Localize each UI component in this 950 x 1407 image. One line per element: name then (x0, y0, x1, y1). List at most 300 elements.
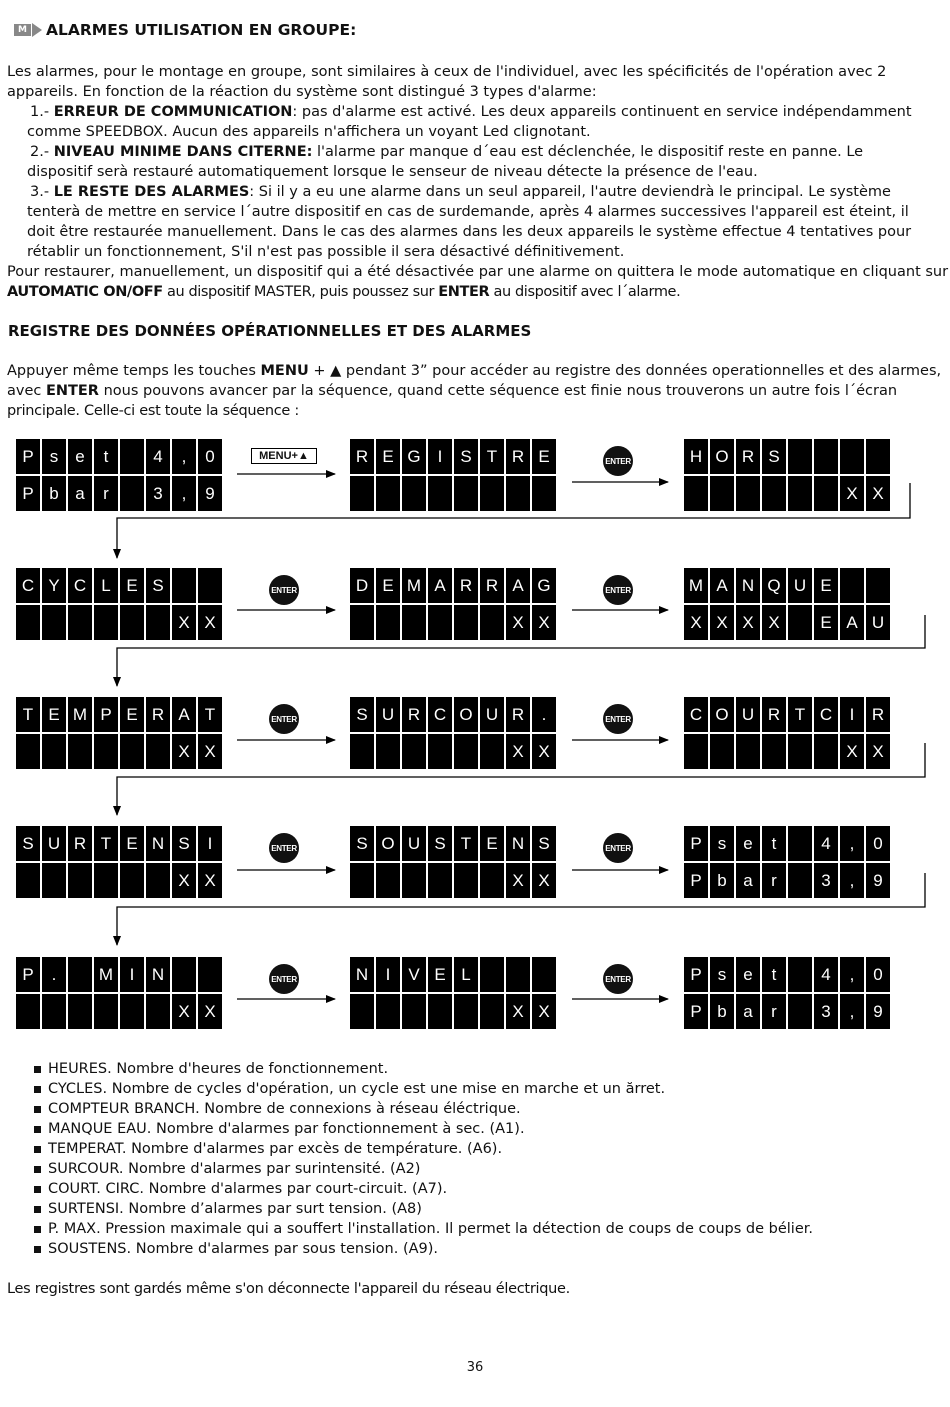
lcd-cell: G (402, 439, 426, 474)
lcd-row-1 (350, 568, 558, 603)
lcd-cell: C (68, 568, 92, 603)
lcd-cell: 9 (866, 994, 890, 1029)
section-title-text: ALARMES UTILISATION EN GROUPE: (45, 21, 357, 39)
lcd-cell: S (454, 439, 478, 474)
lcd-cell: T (94, 826, 118, 861)
lcd-cell (16, 863, 40, 898)
lcd-cell: P (684, 863, 708, 898)
lcd-cell (94, 605, 118, 640)
lcd-cell: N (506, 826, 530, 861)
lcd-cell (146, 994, 170, 1029)
lcd-cell: T (198, 697, 222, 732)
lcd-cell (480, 476, 504, 511)
lcd-screen-10 (16, 826, 224, 898)
lcd-cell: 4 (814, 826, 838, 861)
lcd-row-1 (16, 439, 224, 474)
list-item: SOUSTENS. Nombre d'alarmes par sous tension. (A9). (34, 1239, 813, 1259)
lcd-cell: t (762, 957, 786, 992)
lcd-cell (454, 994, 478, 1029)
lcd-cell (146, 734, 170, 769)
lcd-cell: R (402, 697, 426, 732)
lcd-cell (68, 605, 92, 640)
lcd-row-1 (684, 957, 892, 992)
lcd-cell (506, 476, 530, 511)
lcd-cell: E (532, 439, 556, 474)
lcd-cell: r (762, 994, 786, 1029)
lcd-cell (480, 734, 504, 769)
lcd-screen-5 (350, 568, 558, 640)
lcd-row-2 (16, 476, 224, 511)
list-item: SURTENSI. Nombre d’alarmes par surt tension. (A8) (34, 1199, 813, 1219)
lcd-cell (428, 863, 452, 898)
enter-button-9: ENTER (603, 964, 633, 994)
lcd-cell (350, 863, 374, 898)
registre-line-1: Appuyer même temps les touches MENU + ▲ pendant 3” pour accéder au registre des données operationnelles et des alarmes, (7, 363, 942, 379)
lcd-cell (350, 734, 374, 769)
lcd-cell: A (428, 568, 452, 603)
lcd-cell: C (428, 697, 452, 732)
alarm-type-3: 3.- LE RESTE DES ALARMES: Si il y a eu une alarme dans un seul appareil, l'autre deviendrà le principal. Le système (30, 184, 891, 200)
lcd-cell: O (710, 439, 734, 474)
lcd-cell: , (840, 863, 864, 898)
lcd-cell (814, 476, 838, 511)
lcd-cell (506, 957, 530, 992)
lcd-cell: C (814, 697, 838, 732)
lcd-cell (42, 734, 66, 769)
lcd-cell (350, 994, 374, 1029)
lcd-cell (94, 863, 118, 898)
lcd-cell: 0 (866, 957, 890, 992)
list-item: HEURES. Nombre d'heures de fonctionnement. (34, 1059, 813, 1079)
lcd-cell: R (480, 568, 504, 603)
lcd-cell: E (120, 568, 144, 603)
intro-line-2: appareils. En fonction de la réaction du système sont distingué 3 types d'alarme: (7, 84, 597, 100)
lcd-cell (120, 605, 144, 640)
alarm-type-2: 2.- NIVEAU MINIME DANS CITERNE: l'alarme par manque d´eau est déclenchée, le dispositif reste en panne. Le (30, 144, 864, 160)
lcd-cell: E (814, 568, 838, 603)
lcd-cell: S (428, 826, 452, 861)
lcd-screen-11 (350, 826, 558, 898)
lcd-cell: Q (762, 568, 786, 603)
enter-button-4: ENTER (269, 704, 299, 734)
lcd-cell: I (840, 697, 864, 732)
lcd-cell: X (198, 863, 222, 898)
lcd-cell (454, 605, 478, 640)
lcd-cell: L (454, 957, 478, 992)
lcd-cell: R (506, 439, 530, 474)
lcd-cell: R (736, 439, 760, 474)
lcd-cell (402, 605, 426, 640)
lcd-cell: , (840, 826, 864, 861)
lcd-cell: A (172, 697, 196, 732)
lcd-cell: a (736, 863, 760, 898)
lcd-screen-1 (16, 439, 224, 511)
intro-line-1: Les alarmes, pour le montage en groupe, sont similaires à ceux de l'individuel, avec les spécificités de l'opération avec 2 (7, 64, 887, 80)
lcd-cell: X (532, 863, 556, 898)
alarm-type-1-cont: comme SPEEDBOX. Aucun des appareils n'affichera un voyant Led clignotant. (27, 124, 591, 140)
lcd-cell: P (94, 697, 118, 732)
lcd-cell (480, 863, 504, 898)
lcd-cell (710, 476, 734, 511)
lcd-cell (428, 605, 452, 640)
lcd-cell: X (198, 605, 222, 640)
lcd-cell: R (454, 568, 478, 603)
lcd-row-1 (684, 568, 892, 603)
lcd-cell: E (42, 697, 66, 732)
lcd-cell (788, 994, 812, 1029)
lcd-cell: s (710, 826, 734, 861)
lcd-cell (532, 957, 556, 992)
lcd-cell: E (480, 826, 504, 861)
lcd-cell: I (120, 957, 144, 992)
lcd-cell (198, 957, 222, 992)
lcd-cell: O (376, 826, 400, 861)
lcd-cell: P (684, 957, 708, 992)
registre-line-2: avec ENTER nous pouvons avancer par la séquence, quand cette séquence est finie nous trouverons un autre fois l´écran (7, 383, 898, 399)
lcd-cell: 4 (814, 957, 838, 992)
lcd-row-1 (684, 439, 892, 474)
lcd-cell (736, 476, 760, 511)
lcd-cell (68, 863, 92, 898)
lcd-cell: E (120, 826, 144, 861)
lcd-cell: b (710, 994, 734, 1029)
lcd-screen-13 (16, 957, 224, 1029)
lcd-cell (454, 863, 478, 898)
lcd-cell: Y (42, 568, 66, 603)
lcd-cell (350, 605, 374, 640)
lcd-cell (788, 863, 812, 898)
registre-heading: REGISTRE DES DONNÉES OPÉRATIONNELLES ET DES ALARMES (8, 322, 532, 340)
lcd-cell: A (710, 568, 734, 603)
list-item: COURT. CIRC. Nombre d'alarmes par court-circuit. (A7). (34, 1179, 813, 1199)
lcd-cell (68, 994, 92, 1029)
lcd-cell: T (454, 826, 478, 861)
lcd-cell: X (710, 605, 734, 640)
list-item: MANQUE EAU. Nombre d'alarmes par fonctionnement à sec. (A1). (34, 1119, 813, 1139)
lcd-cell: E (814, 605, 838, 640)
lcd-cell: X (172, 994, 196, 1029)
alarm-type-3-cont-1: tenterà de mettre en service l´autre dispositif en cas de surdemande, après 4 alarmes successives l'appareil est éteint, il (27, 204, 909, 220)
lcd-cell: X (532, 605, 556, 640)
lcd-cell: t (762, 826, 786, 861)
lcd-row-1 (350, 697, 558, 732)
lcd-cell: U (736, 697, 760, 732)
lcd-screen-2 (350, 439, 558, 511)
lcd-cell (814, 734, 838, 769)
enter-button-1: ENTER (603, 446, 633, 476)
lcd-cell: P (16, 476, 40, 511)
lcd-cell (68, 957, 92, 992)
lcd-cell: X (172, 734, 196, 769)
lcd-row-2 (16, 605, 224, 640)
lcd-cell: S (532, 826, 556, 861)
lcd-cell: b (42, 476, 66, 511)
lcd-cell: S (762, 439, 786, 474)
lcd-cell: O (710, 697, 734, 732)
lcd-cell (762, 476, 786, 511)
enter-button-8: ENTER (269, 964, 299, 994)
lcd-cell: P (16, 439, 40, 474)
lcd-cell: b (710, 863, 734, 898)
lcd-cell (16, 605, 40, 640)
lcd-row-2 (350, 994, 558, 1029)
list-item: CYCLES. Nombre de cycles d'opération, un cycle est une mise en marche et un ărret. (34, 1079, 813, 1099)
lcd-cell: X (172, 863, 196, 898)
lcd-cell (198, 568, 222, 603)
lcd-cell (736, 734, 760, 769)
lcd-cell: E (376, 568, 400, 603)
lcd-cell: X (532, 734, 556, 769)
lcd-cell: e (68, 439, 92, 474)
lcd-cell (16, 734, 40, 769)
lcd-cell (94, 734, 118, 769)
lcd-cell (376, 476, 400, 511)
lcd-cell: 9 (198, 476, 222, 511)
lcd-cell: R (350, 439, 374, 474)
lcd-screen-3 (684, 439, 892, 511)
lcd-cell: M (94, 957, 118, 992)
lcd-cell (762, 734, 786, 769)
lcd-cell: N (350, 957, 374, 992)
lcd-cell (146, 605, 170, 640)
list-item: COMPTEUR BRANCH. Nombre de connexions à réseau éléctrique. (34, 1099, 813, 1119)
lcd-cell: 3 (146, 476, 170, 511)
lcd-cell (454, 734, 478, 769)
lcd-cell (814, 439, 838, 474)
lcd-cell (120, 476, 144, 511)
lcd-row-2 (16, 863, 224, 898)
lcd-cell: T (16, 697, 40, 732)
enter-button-2: ENTER (269, 575, 299, 605)
lcd-cell: a (736, 994, 760, 1029)
enter-button-6: ENTER (269, 833, 299, 863)
lcd-cell: , (172, 439, 196, 474)
lcd-cell: R (866, 697, 890, 732)
lcd-cell: e (736, 826, 760, 861)
lcd-cell (788, 476, 812, 511)
lcd-cell: 0 (866, 826, 890, 861)
lcd-cell: U (402, 826, 426, 861)
lcd-cell (480, 957, 504, 992)
lcd-cell: r (762, 863, 786, 898)
restore-line-2: AUTOMATIC ON/OFF au dispositif MASTER, puis poussez sur ENTER au dispositif avec l´alarme. (7, 284, 681, 300)
lcd-cell (840, 568, 864, 603)
lcd-cell: , (840, 994, 864, 1029)
lcd-cell: a (68, 476, 92, 511)
lcd-cell: S (350, 826, 374, 861)
lcd-cell: U (788, 568, 812, 603)
alarm-type-3-cont-3: rétablir un fonctionnement, S'il n'est pas possible il sera désactivé définitivement. (27, 244, 625, 260)
lcd-cell: X (840, 476, 864, 511)
lcd-cell: X (172, 605, 196, 640)
lcd-cell: , (172, 476, 196, 511)
lcd-cell: L (94, 568, 118, 603)
alarm-type-3-cont-2: doit être restaurée manuellement. Dans le cas des alarmes dans les deux appareils le système effectue 4 tentatives pour (27, 224, 912, 240)
lcd-cell (788, 439, 812, 474)
lcd-cell: X (866, 476, 890, 511)
lcd-screen-12 (684, 826, 892, 898)
lcd-cell: E (376, 439, 400, 474)
lcd-row-2 (350, 476, 558, 511)
lcd-cell (172, 568, 196, 603)
lcd-screen-9 (684, 697, 892, 769)
lcd-cell: r (94, 476, 118, 511)
lcd-cell: I (428, 439, 452, 474)
lcd-cell: X (506, 605, 530, 640)
lcd-cell: X (198, 734, 222, 769)
lcd-cell: N (146, 957, 170, 992)
lcd-row-1 (16, 568, 224, 603)
lcd-cell (402, 734, 426, 769)
lcd-row-1 (350, 957, 558, 992)
footer-note: Les registres sont gardés même s'on déconnecte l'appareil du réseau électrique. (7, 1281, 570, 1297)
lcd-cell: X (506, 863, 530, 898)
lcd-cell: S (146, 568, 170, 603)
lcd-screen-15 (684, 957, 892, 1029)
lcd-cell: N (736, 568, 760, 603)
lcd-cell (376, 605, 400, 640)
lcd-cell (428, 476, 452, 511)
lcd-cell (120, 994, 144, 1029)
lcd-cell: O (454, 697, 478, 732)
lcd-screen-6 (684, 568, 892, 640)
lcd-cell: , (840, 957, 864, 992)
lcd-screen-4 (16, 568, 224, 640)
lcd-cell: . (42, 957, 66, 992)
enter-button-7: ENTER (603, 833, 633, 863)
list-item: SURCOUR. Nombre d'alarmes par surintensité. (A2) (34, 1159, 813, 1179)
lcd-cell: S (350, 697, 374, 732)
lcd-cell: G (532, 568, 556, 603)
lcd-cell: A (506, 568, 530, 603)
alarm-type-2-cont: dispositif serà restauré automatiquement lorsque le senseur de niveau détecte la présence de l'eau. (27, 164, 758, 180)
register-definitions-list (34, 1059, 813, 1259)
lcd-cell (120, 439, 144, 474)
lcd-cell: M (684, 568, 708, 603)
lcd-row-2 (350, 605, 558, 640)
lcd-cell: 0 (198, 439, 222, 474)
section-marker-icon: M (14, 23, 42, 37)
lcd-cell: M (68, 697, 92, 732)
list-item: P. MAX. Pression maximale qui a souffert l'installation. Il permet la détection de coups de coups de bélier. (34, 1219, 813, 1239)
lcd-row-1 (16, 826, 224, 861)
lcd-cell: S (16, 826, 40, 861)
lcd-cell: R (506, 697, 530, 732)
lcd-row-2 (350, 863, 558, 898)
lcd-cell: P (684, 826, 708, 861)
lcd-row-2 (684, 994, 892, 1029)
lcd-cell: N (146, 826, 170, 861)
lcd-cell: 3 (814, 863, 838, 898)
lcd-cell: E (120, 697, 144, 732)
lcd-cell (42, 863, 66, 898)
menu-up-button: MENU+▲ (251, 448, 317, 464)
lcd-cell (428, 734, 452, 769)
lcd-cell: H (684, 439, 708, 474)
registre-line-3: principale. Celle-ci est toute la séquence : (7, 403, 299, 419)
lcd-cell: U (866, 605, 890, 640)
lcd-cell: t (94, 439, 118, 474)
lcd-cell (402, 476, 426, 511)
list-item: TEMPERAT. Nombre d'alarmes par excès de température. (A6). (34, 1139, 813, 1159)
lcd-cell (684, 476, 708, 511)
lcd-cell (710, 734, 734, 769)
lcd-cell (146, 863, 170, 898)
lcd-row-2 (16, 994, 224, 1029)
lcd-screen-7 (16, 697, 224, 769)
lcd-cell: P (684, 994, 708, 1029)
lcd-cell (120, 734, 144, 769)
lcd-cell (402, 863, 426, 898)
lcd-cell: . (532, 697, 556, 732)
lcd-cell: X (198, 994, 222, 1029)
lcd-cell (684, 734, 708, 769)
lcd-cell: e (736, 957, 760, 992)
lcd-cell: D (350, 568, 374, 603)
lcd-cell: X (762, 605, 786, 640)
enter-button-5: ENTER (603, 704, 633, 734)
lcd-cell: U (376, 697, 400, 732)
lcd-cell (68, 734, 92, 769)
lcd-cell: X (506, 994, 530, 1029)
lcd-cell (42, 994, 66, 1029)
lcd-row-2 (684, 605, 892, 640)
lcd-cell: P (16, 957, 40, 992)
lcd-cell (42, 605, 66, 640)
restore-line-1: Pour restaurer, manuellement, un dispositif qui a été désactivée par une alarme on quittera le mode automatique en cliquant sur (7, 264, 949, 280)
lcd-cell: X (840, 734, 864, 769)
lcd-screen-8 (350, 697, 558, 769)
lcd-cell: I (376, 957, 400, 992)
lcd-cell: X (684, 605, 708, 640)
lcd-row-2 (684, 476, 892, 511)
lcd-cell (16, 994, 40, 1029)
lcd-cell (376, 734, 400, 769)
lcd-cell (788, 826, 812, 861)
lcd-cell: T (480, 439, 504, 474)
lcd-cell (480, 605, 504, 640)
lcd-cell: C (684, 697, 708, 732)
lcd-cell (376, 994, 400, 1029)
lcd-cell (866, 439, 890, 474)
lcd-cell (454, 476, 478, 511)
enter-button-3: ENTER (603, 575, 633, 605)
lcd-row-1 (350, 439, 558, 474)
lcd-row-1 (350, 826, 558, 861)
lcd-cell: A (840, 605, 864, 640)
lcd-cell (94, 994, 118, 1029)
lcd-cell (402, 994, 426, 1029)
lcd-cell: V (402, 957, 426, 992)
lcd-cell: T (788, 697, 812, 732)
lcd-cell: E (428, 957, 452, 992)
lcd-cell: X (532, 994, 556, 1029)
page-number: 36 (466, 1360, 484, 1375)
lcd-cell (788, 605, 812, 640)
lcd-cell: X (506, 734, 530, 769)
lcd-cell: R (68, 826, 92, 861)
lcd-row-2 (684, 734, 892, 769)
lcd-cell (532, 476, 556, 511)
lcd-cell: X (736, 605, 760, 640)
lcd-row-1 (684, 826, 892, 861)
lcd-cell: R (762, 697, 786, 732)
lcd-cell: 9 (866, 863, 890, 898)
lcd-cell (120, 863, 144, 898)
lcd-cell: 4 (146, 439, 170, 474)
lcd-cell (428, 994, 452, 1029)
lcd-cell: U (480, 697, 504, 732)
